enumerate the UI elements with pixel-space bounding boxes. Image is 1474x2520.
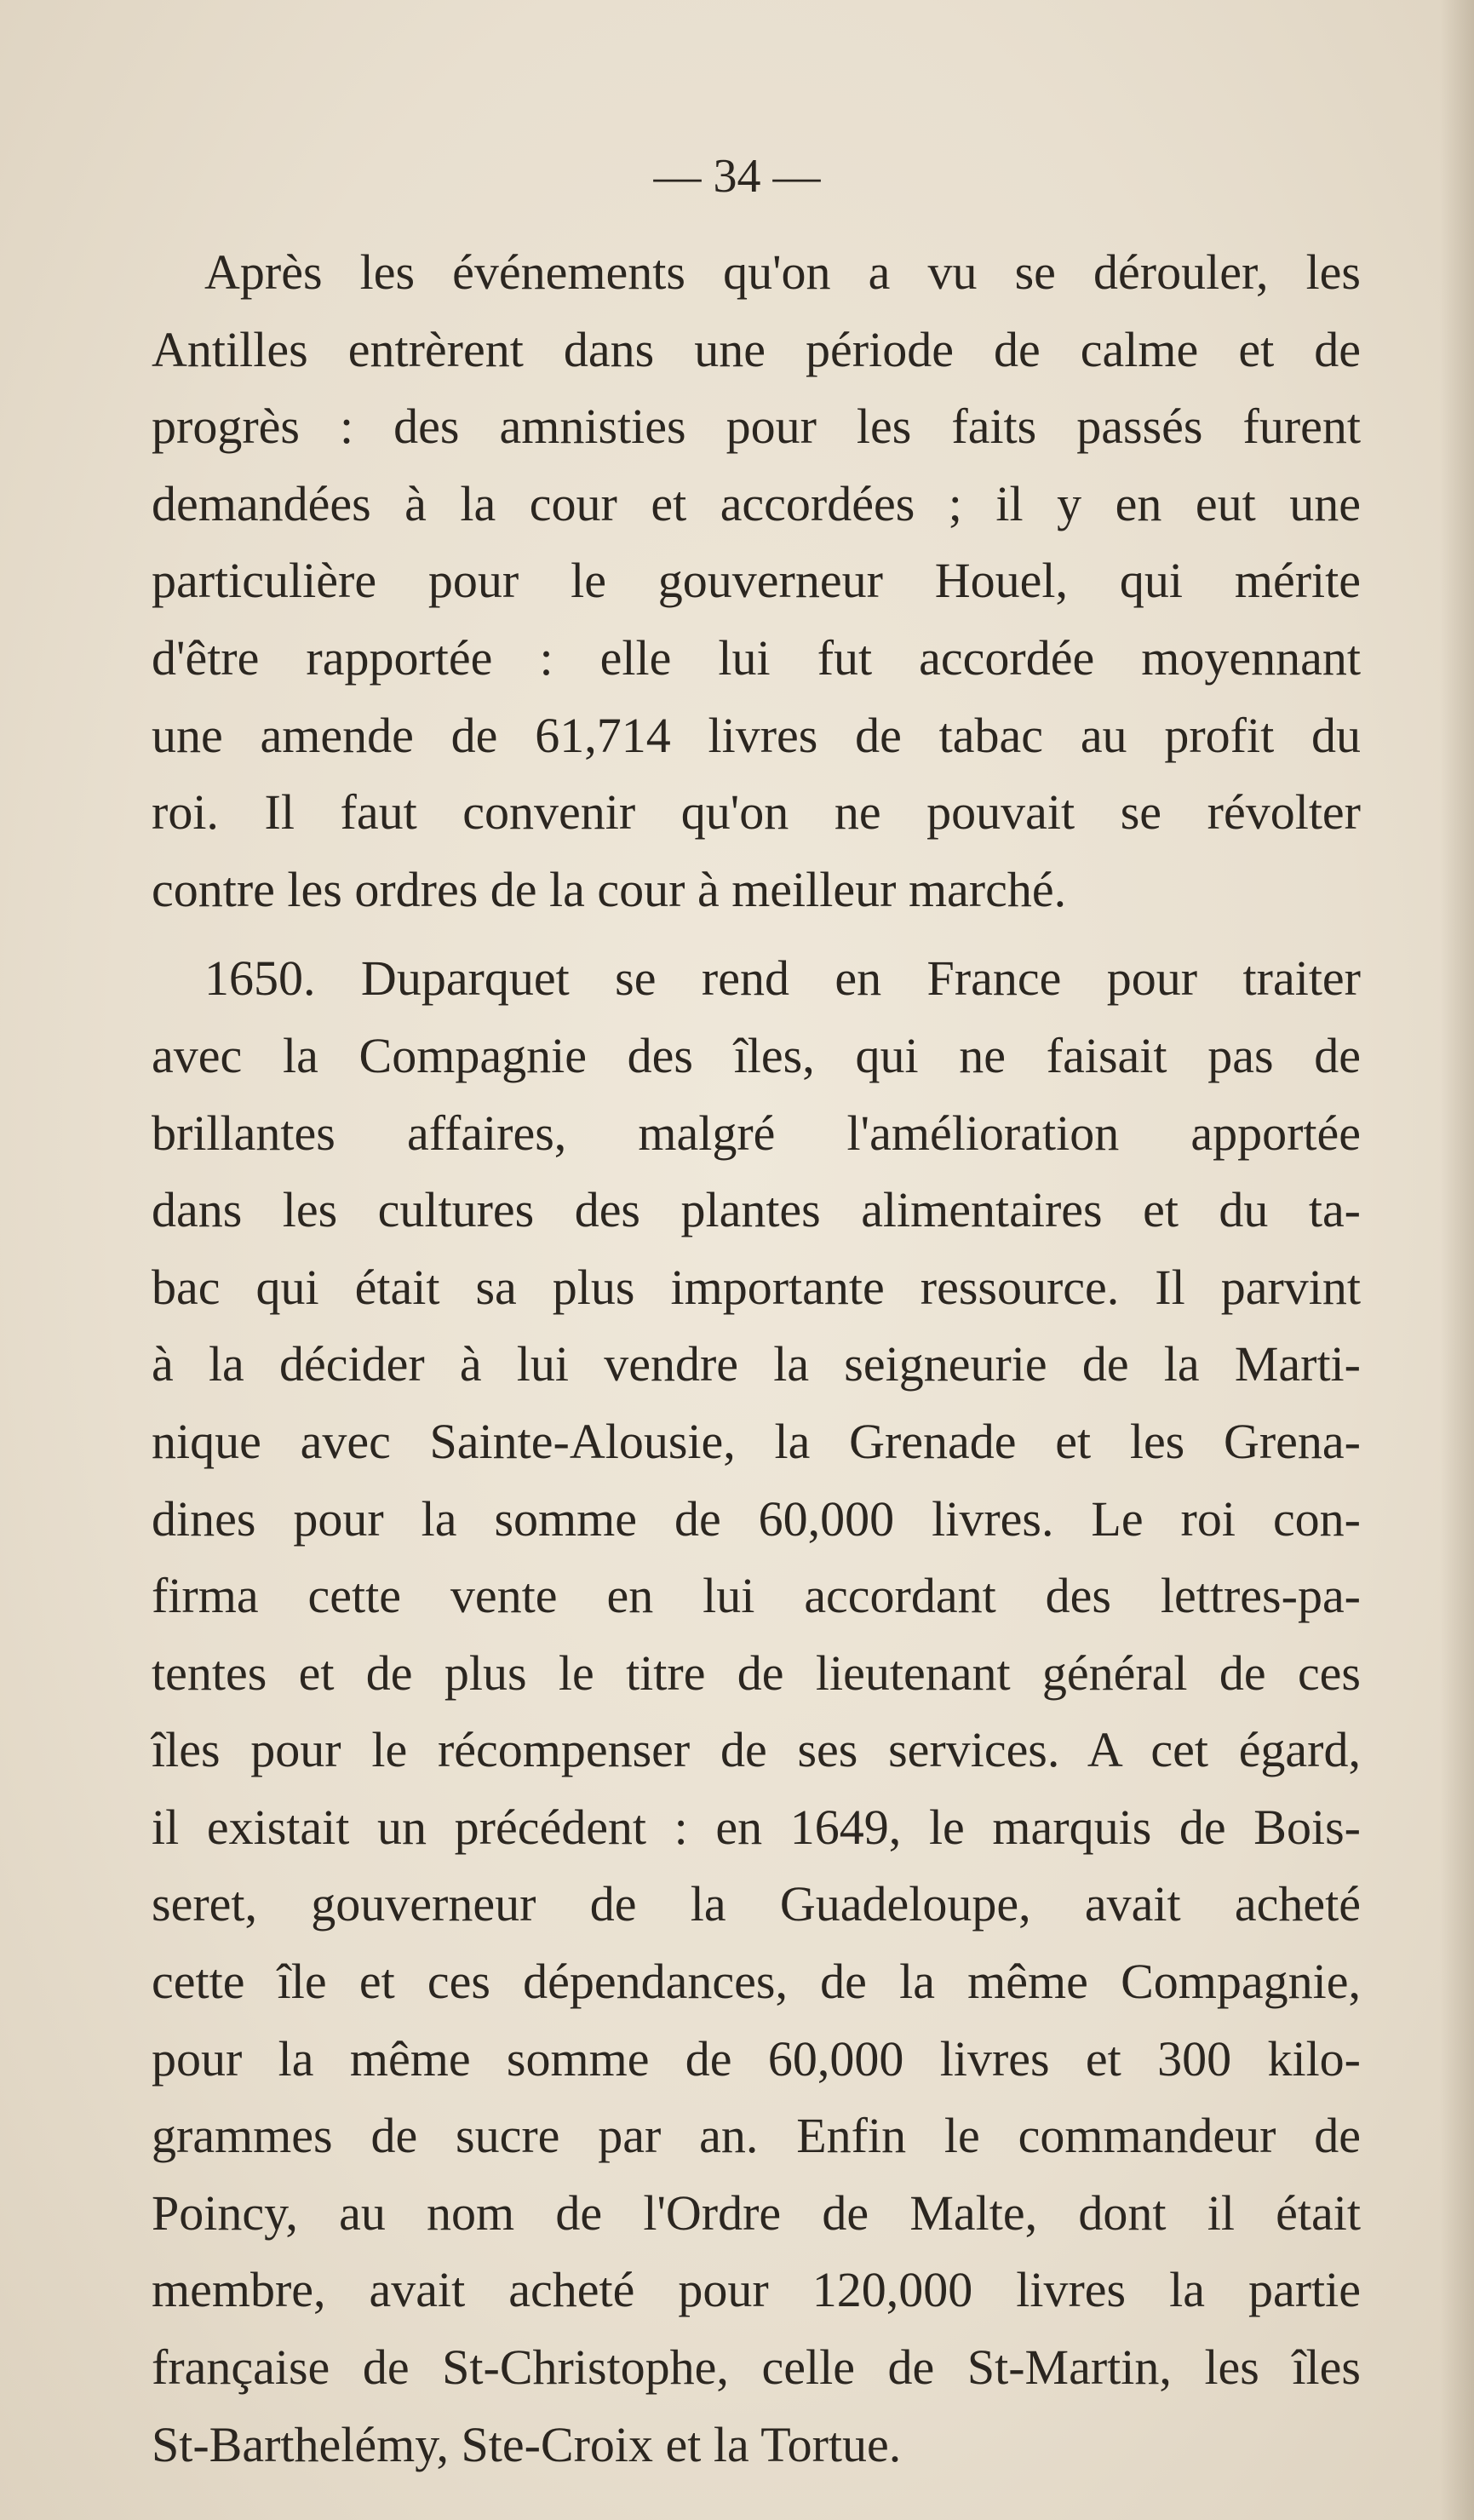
text-line: demandées à la cour et accordées ; il y en eut une (152, 475, 1361, 531)
text-line: à la décider à lui vendre la seigneurie de la Marti- (152, 1336, 1361, 1392)
text-line: Après les événements qu'on a vu se dérouler, les (204, 244, 1361, 300)
text-line: 1650. Duparquet se rend en France pour traiter (204, 950, 1361, 1007)
text-line: dines pour la somme de 60,000 livres. Le roi con- (152, 1490, 1361, 1547)
text-line: une amende de 61,714 livres de tabac au profit du (152, 707, 1361, 763)
paragraph-gap (152, 928, 1361, 940)
text-line: St-Barthelémy, Ste-Croix et la Tortue. (152, 2416, 902, 2472)
page-edge-shadow (1440, 0, 1474, 2520)
text-line: seret, gouverneur de la Guadeloupe, avait acheté (152, 1876, 1361, 1932)
text-line: grammes de sucre par an. Enfin le commandeur de (152, 2108, 1361, 2164)
body-text (152, 234, 1361, 2483)
text-line: contre les ordres de la cour à meilleur marché. (152, 861, 1067, 917)
text-line: cette île et ces dépendances, de la même Compagnie, (152, 1954, 1361, 2010)
text-line: bac qui était sa plus importante ressource. Il parvint (152, 1259, 1361, 1315)
text-line: brillantes affaires, malgré l'amélioration apportée (152, 1105, 1361, 1161)
text-line: firma cette vente en lui accordant des lettres-pa- (152, 1568, 1361, 1624)
text-line: progrès : des amnisties pour les faits passés furent (152, 399, 1361, 455)
text-line: française de St-Christophe, celle de St-Martin, les îles (152, 2339, 1361, 2396)
text-line: avec la Compagnie des îles, qui ne faisait pas de (152, 1027, 1361, 1083)
text-line: nique avec Sainte-Alousie, la Grenade et les Grena- (152, 1413, 1361, 1469)
text-line: d'être rapportée : elle lui fut accordée moyennant (152, 629, 1361, 686)
text-line: dans les cultures des plantes alimentaires et du ta- (152, 1182, 1361, 1238)
text-line: particulière pour le gouverneur Houel, qui mérite (152, 553, 1361, 609)
text-line: Poincy, au nom de l'Ordre de Malte, dont il était (152, 2184, 1361, 2241)
text-line: Antilles entrèrent dans une période de calme et de (152, 321, 1361, 377)
text-line: roi. Il faut convenir qu'on ne pouvait se révolter (152, 784, 1361, 841)
text-line: îles pour le récompenser de ses services. A cet égard, (152, 1722, 1361, 1778)
text-line: il existait un précédent : en 1649, le marquis de Bois- (152, 1799, 1361, 1855)
text-line: pour la même somme de 60,000 livres et 300 kilo- (152, 2030, 1361, 2087)
text-line: tentes et de plus le titre de lieutenant général de ces (152, 1645, 1361, 1701)
page-number: — 34 — (653, 150, 821, 203)
text-line: membre, avait acheté pour 120,000 livres la partie (152, 2262, 1361, 2318)
